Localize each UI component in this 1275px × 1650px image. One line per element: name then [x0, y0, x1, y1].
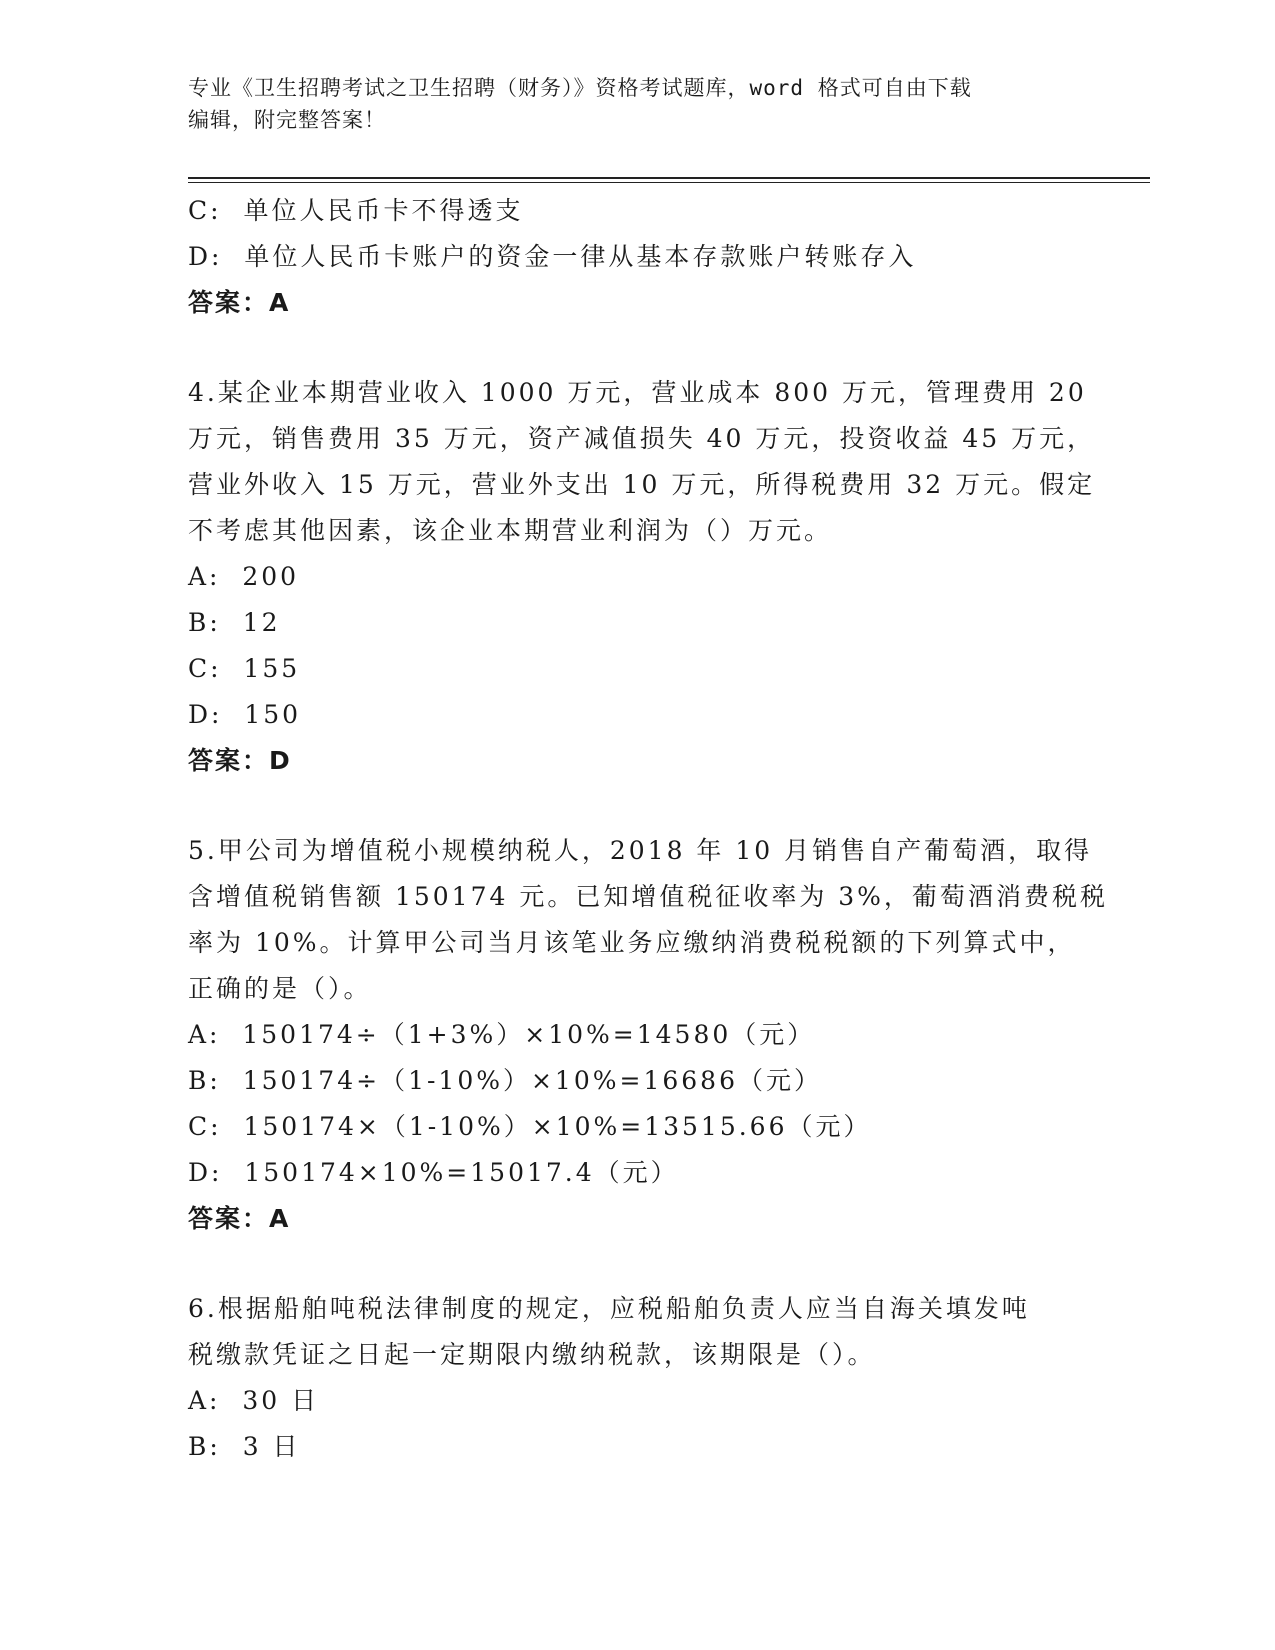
option-d: D: 150: [188, 700, 302, 729]
question-text-line: 万元，销售费用 35 万元，资产减值损失 40 万元，投资收益 45 万元，: [188, 424, 1096, 453]
question-text-line: 率为 10%。计算甲公司当月该笔业务应缴纳消费税税额的下列算式中，: [188, 928, 1076, 957]
answer-line: 答案：A: [188, 288, 291, 317]
question-text-line: 税缴款凭证之日起一定期限内缴纳税款，该期限是（）。: [188, 1340, 876, 1369]
question-text-line: 营业外收入 15 万元，营业外支出 10 万元，所得税费用 32 万元。假定: [188, 470, 1096, 499]
question-6: [188, 1286, 1088, 1470]
spacer: [188, 326, 1088, 370]
question-5: [188, 828, 1108, 1242]
spacer: [188, 1242, 1088, 1286]
header-rule-thin: [188, 182, 1150, 183]
option-a: A: 150174÷（1+3%）×10%=14580（元）: [188, 1020, 816, 1049]
option-c: C: 单位人民币卡不得透支: [188, 196, 524, 225]
option-b: B: 150174÷（1-10%）×10%=16686（元）: [188, 1066, 822, 1095]
option-b: B: 12: [188, 608, 281, 637]
question-text-line: 正确的是（）。: [188, 974, 372, 1003]
question-4: [188, 370, 1096, 784]
option-c: C: 150174×（1-10%）×10%=13515.66（元）: [188, 1112, 872, 1141]
answer-line: 答案：A: [188, 1204, 291, 1233]
question-text-line: 5.甲公司为增值税小规模纳税人，2018 年 10 月销售自产葡萄酒，取得: [188, 836, 1093, 865]
question-content: [188, 188, 1108, 1470]
option-c: C: 155: [188, 654, 301, 683]
question-text-line: 6.根据船舶吨税法律制度的规定，应税船舶负责人应当自海关填发吨: [188, 1294, 1030, 1323]
spacer: [188, 784, 1088, 828]
question-text-line: 含增值税销售额 150174 元。已知增值税征收率为 3%，葡萄酒消费税税: [188, 882, 1108, 911]
option-d: D: 150174×10%=15017.4（元）: [188, 1158, 679, 1187]
option-a: A: 200: [188, 562, 300, 591]
header-line-2: 编辑，附完整答案！: [188, 108, 386, 132]
header-rule-thick: [188, 177, 1150, 179]
option-a: A: 30 日: [188, 1386, 320, 1415]
question-text-line: 4.某企业本期营业收入 1000 万元，营业成本 800 万元，管理费用 20: [188, 378, 1087, 407]
option-b: B: 3 日: [188, 1432, 301, 1461]
prev-question-block: [188, 188, 1088, 326]
question-text-line: 不考虑其他因素，该企业本期营业利润为（）万元。: [188, 516, 833, 545]
answer-line: 答案：D: [188, 746, 292, 775]
header-line-1: 专业《卫生招聘考试之卫生招聘（财务）》资格考试题库，word 格式可自由下载: [188, 76, 972, 100]
option-d: D: 单位人民币卡账户的资金一律从基本存款账户转账存入: [188, 242, 917, 271]
page-header: [188, 72, 1068, 136]
